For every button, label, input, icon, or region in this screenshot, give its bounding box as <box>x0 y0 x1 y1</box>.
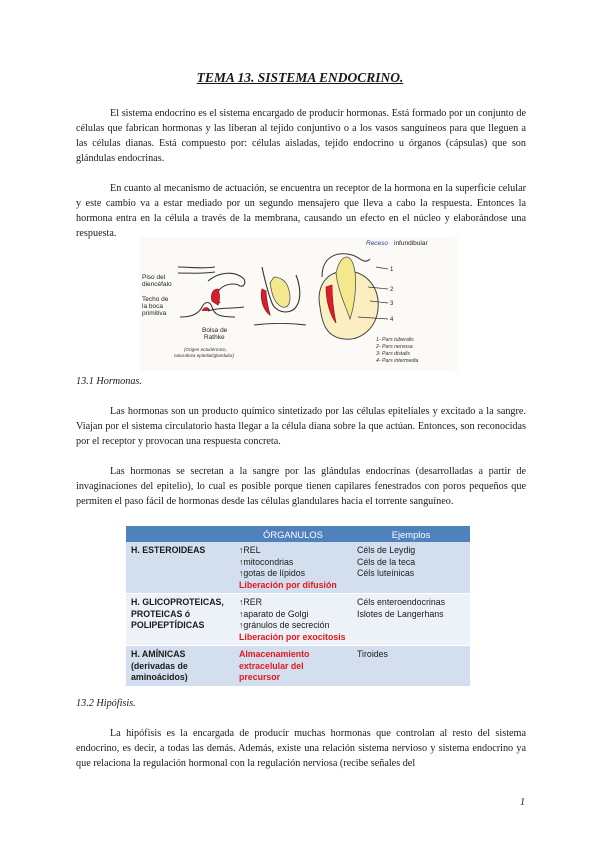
organelles-cell <box>234 594 352 646</box>
table-row <box>126 594 470 646</box>
release-mode: Liberación por difusión <box>239 579 337 590</box>
page-title: TEMA 13. SISTEMA ENDOCRINO. <box>196 70 404 85</box>
organelle-item: ↑REL <box>239 545 261 555</box>
examples-cell <box>352 646 470 687</box>
category-line: aminoácidos) <box>131 672 188 682</box>
stage-three-base <box>254 324 306 326</box>
label-origen-2: naturaleza epitelial/glandular) <box>174 353 235 358</box>
category-cell <box>126 646 234 687</box>
label-techo-3: primitiva <box>142 310 167 317</box>
example-item: Céls luteínicas <box>357 568 415 578</box>
organelle-item: ↑mitocondrias <box>239 556 294 567</box>
pituitary-diagram <box>140 237 458 371</box>
stage-three-yellow-lobe <box>270 277 290 307</box>
category-line: (derivadas de <box>131 660 188 671</box>
examples-cell <box>352 594 470 646</box>
label-bolsa-2: Rathke <box>204 334 225 341</box>
example-item: Céls de Leydig <box>357 545 416 555</box>
figure-legend-1: 1- Pars tuberalis <box>376 337 414 343</box>
category-line: POLIPEPTÍDICAS <box>131 620 205 630</box>
release-mode: Liberación por exocitosis <box>239 631 346 642</box>
figure-legend-2: 2- Pars nervosa <box>376 344 413 350</box>
figure-number-3: 3 <box>390 301 394 307</box>
label-origen: (Origen ectodérmico, <box>184 347 227 352</box>
category-cell: H. ESTEROIDEAS <box>126 542 234 594</box>
paragraph-hipofisis: La hipófisis es la encargada de producir muchas hormonas que controlan al resto del sistema endocrino, es decir, a todas las demás. Además, existe una relación sistema nervioso y sistema endocrino ya que relaciona la regulación hormonal con la regulación nerviosa (recibe señales del <box>76 728 526 769</box>
rathke-pouch-stage-two <box>211 289 219 305</box>
organelle-item: ↑RER <box>239 597 262 607</box>
pointer-line-1 <box>376 267 388 269</box>
table-row <box>126 542 470 594</box>
organelle-item: ↑aparato de Golgi <box>239 608 309 619</box>
label-piso-2: diencéfalo <box>142 281 172 288</box>
label-techo: Techo de <box>142 296 169 303</box>
example-item: Islotes de Langerhans <box>357 608 444 619</box>
figure-legend-4: 4- Pars intermedia <box>376 358 419 364</box>
page-number: 1 <box>520 797 525 808</box>
release-mode: precursor <box>239 672 281 682</box>
label-piso: Piso del <box>142 274 166 281</box>
category-line: PROTEICAS ó <box>131 608 191 619</box>
table-header-row <box>126 526 470 542</box>
examples-cell <box>352 542 470 594</box>
category-cell <box>126 594 234 646</box>
release-mode: Almacenamiento <box>239 649 310 659</box>
label-bolsa: Bolsa de <box>202 327 228 334</box>
diencephalon-floor-line <box>178 267 215 268</box>
section-heading-hormonas: 13.1 Hormonas. <box>76 376 142 387</box>
figure-number-1: 1 <box>390 267 394 273</box>
label-infundibular: infundibular <box>394 240 428 247</box>
diencephalon-floor-line-2 <box>178 272 215 273</box>
figure-number-2: 2 <box>390 287 394 293</box>
paragraph-mechanism: En cuanto al mecanismo de actuación, se encuentra un receptor de la hormona en la superficie celular y este cambio va a estar mediado por un segundo mensajero que lleva a cabo la respuesta. Entonces la hormona entra en la célula a través de la membrana, causando un efecto en el núcleo y elaborándose una respuesta. <box>76 183 526 239</box>
hormone-types-table <box>126 526 470 687</box>
figure-number-4: 4 <box>390 317 394 323</box>
category-line: H. GLICOPROTEICAS, <box>131 597 224 607</box>
organelles-cell <box>234 646 352 687</box>
label-techo-2: la boca <box>142 303 163 310</box>
organelles-cell <box>234 542 352 594</box>
organelle-item: ↑gránulos de secreción <box>239 620 330 630</box>
figure-legend-3: 3- Pars distalis <box>376 351 411 357</box>
table-row <box>126 646 470 687</box>
table-header-empty <box>126 526 234 542</box>
section-heading-hipofisis: 13.2 Hipófisis. <box>76 698 136 709</box>
organelle-item: ↑gotas de lípidos <box>239 568 306 578</box>
table-header-organulos: ÓRGANULOS <box>234 526 352 542</box>
paragraph-intro: El sistema endocrino es el sistema encargado de producir hormonas. Está formado por un conjunto de células que fabrican hormonas y las liberan al tejido conjuntivo o a los vasos sanguíneos para que lleguen a las células dianas. Está compuesto por: células aisladas, tejido endocrino u órganos (cápsulas) que son glándulas endocrinas. <box>76 108 526 164</box>
table-header-ejemplos: Ejemplos <box>352 526 470 542</box>
release-mode: extracelular del <box>239 660 304 671</box>
paragraph-secretion: Las hormonas se secretan a la sangre por las glándulas endocrinas (desarrolladas a partir de invaginaciones del epitelio), lo cual es posible porque tienen capilares fenestrados con poros pequeños que permiten el paso fácil de hormonas desde las células glandulares hacia el torrente sanguíneo. <box>76 466 526 507</box>
example-item: Tiroides <box>357 649 388 659</box>
pituitary-development-figure <box>140 237 458 371</box>
category-line: H. AMÍNICAS <box>131 649 186 659</box>
example-item: Céls enteroendocrinas <box>357 597 446 607</box>
paragraph-hormonas: Las hormonas son un producto químico sintetizado por las células epiteliales y excitado a la sangre. Viajan por el sistema circulatorio hasta llegar a la célula diana sobre la que actúan. Entonces, son reconocidas por el receptor y provocan una respuesta concreta. <box>76 406 526 447</box>
label-receso: Receso <box>366 240 389 247</box>
example-item: Céls de la teca <box>357 556 416 567</box>
